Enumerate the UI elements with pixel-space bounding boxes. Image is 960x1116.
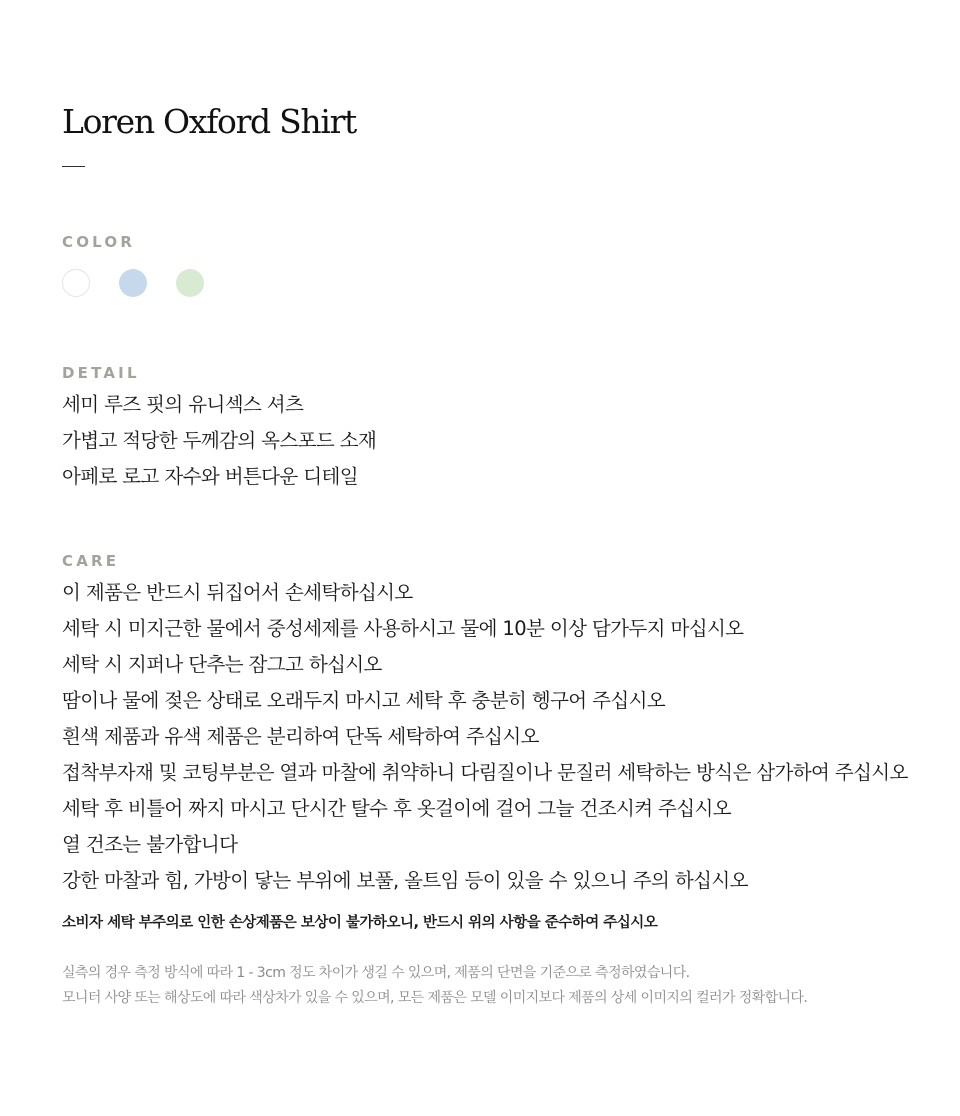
care-line: 열 건조는 불가합니다	[62, 833, 238, 856]
title-divider	[62, 166, 85, 167]
care-line: 이 제품은 반드시 뒤집어서 손세탁하십시오	[62, 581, 413, 604]
measurement-notes	[62, 961, 807, 1011]
care-line: 흰색 제품과 유색 제품은 분리하여 단독 세탁하여 주십시오	[62, 725, 539, 748]
color-swatch-list	[62, 269, 204, 297]
color-section-label: COLOR	[62, 233, 136, 251]
care-line: 세탁 시 지퍼나 단추는 잠그고 하십시오	[62, 653, 382, 676]
care-list	[62, 575, 908, 899]
note-line: 모니터 사양 또는 해상도에 따라 색상차가 있을 수 있으며, 모든 제품은 모델 이미지보다 제품의 상세 이미지의 컬러가 정확합니다.	[62, 990, 808, 1006]
detail-line: 가볍고 적당한 두께감의 옥스포드 소재	[62, 429, 377, 452]
care-section-label: CARE	[62, 552, 120, 570]
care-line: 접착부자재 및 코팅부분은 열과 마찰에 취약하니 다림질이나 문질러 세탁하는 방식은 삼가하여 주십시오	[62, 761, 908, 784]
color-swatch-white[interactable]	[62, 269, 90, 297]
care-line: 세탁 시 미지근한 물에서 중성세제를 사용하시고 물에 10분 이상 담가두지 마십시오	[62, 617, 744, 640]
product-title: Loren Oxford Shirt	[62, 102, 357, 141]
care-line: 강한 마찰과 힘, 가방이 닿는 부위에 보풀, 올트임 등이 있을 수 있으니 주의 하십시오	[62, 869, 748, 892]
detail-line: 세미 루즈 핏의 유니섹스 셔츠	[62, 393, 304, 416]
detail-line: 아페로 로고 자수와 버튼다운 디테일	[62, 465, 358, 488]
detail-section-label: DETAIL	[62, 364, 140, 382]
care-warning: 소비자 세탁 부주의로 인한 손상제품은 보상이 불가하오니, 반드시 위의 사항을 준수하여 주십시오	[62, 915, 658, 931]
detail-list	[62, 387, 376, 495]
color-swatch-light-green[interactable]	[176, 269, 204, 297]
care-line: 세탁 후 비틀어 짜지 마시고 단시간 탈수 후 옷걸이에 걸어 그늘 건조시켜 주십시오	[62, 797, 732, 820]
note-line: 실측의 경우 측정 방식에 따라 1 - 3cm 정도 차이가 생길 수 있으며, 제품의 단면을 기준으로 측정하였습니다.	[62, 965, 690, 981]
care-line: 땀이나 물에 젖은 상태로 오래두지 마시고 세탁 후 충분히 헹구어 주십시오	[62, 689, 666, 712]
color-swatch-light-blue[interactable]	[119, 269, 147, 297]
